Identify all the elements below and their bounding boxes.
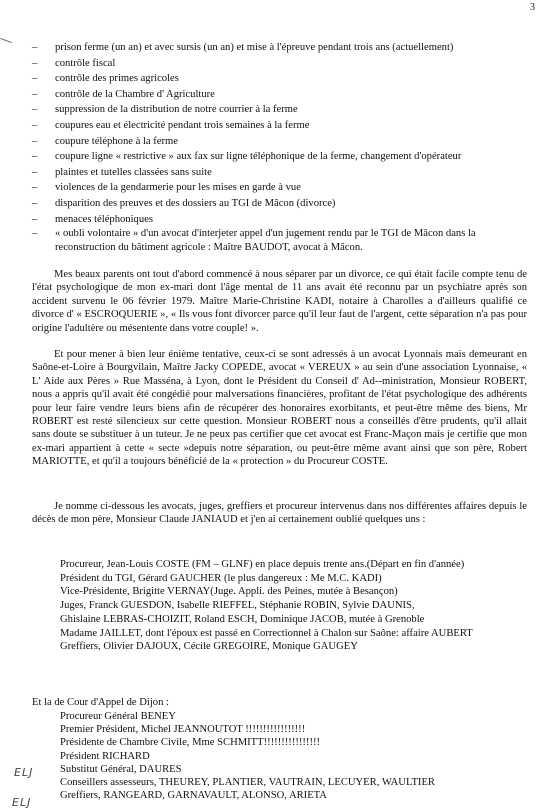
dijon-heading: Et la de Cour d'Appel de Dijon : xyxy=(32,697,169,708)
handwritten-initials: ELJ xyxy=(14,766,34,779)
grievance-list xyxy=(32,40,532,255)
list-item: – menaces téléphoniques xyxy=(32,213,153,225)
list-item: Greffiers, RANGEARD, GARNAVAULT, ALONSO, ARIETA xyxy=(60,790,327,802)
list-item: Greffiers, Olivier DAJOUX, Cécile GREGOIRE, Monique GAUGEY xyxy=(60,641,358,653)
list-item: Ghislaine LEBRAS-CHOIZIT, Roland ESCH, Dominique JACOB, mutée à Grenoble xyxy=(60,613,425,625)
list-item: Conseillers assesseurs, THEUREY, PLANTIER, VAUTRAIN, LECUYER, WAULTIER xyxy=(60,777,435,789)
list-item: – coupure téléphone à la ferme xyxy=(32,135,178,147)
list-item: Procureur, Jean-Louis COSTE (FM – GLNF) en place depuis trente ans.(Départ en fin d'année) xyxy=(60,559,465,570)
list-item: Premier Président, Michel JEANNOUTOT !!!!!!!!!!!!!!!!! xyxy=(60,724,306,736)
list-item: – « oubli volontaire » d'un avocat d'interjeter appel d'un jugement rendu par le TGI de Mâcon dans la reconstruction du bâtiment agricole : Maître BAUDOT, avocat à Mâcon. xyxy=(32,228,476,254)
list-item: Président RICHARD xyxy=(60,750,150,762)
list-item: Présidente de Chambre Civile, Mme SCHMITT!!!!!!!!!!!!!!!! xyxy=(60,737,321,749)
list-item: Madame JAILLET, dont l'époux est passé en Correctionnel à Chalon sur Saône: affaire AUBERT xyxy=(60,627,473,639)
list-item: – contrôle de la Chambre d' Agriculture xyxy=(32,88,215,100)
list-item: Procureur Général BENEY xyxy=(60,711,176,722)
page-number: 3 xyxy=(530,2,535,13)
list-item: – prison ferme (un an) et avec sursis (un an) et mise à l'épreuve pendant trois ans (actuellement) xyxy=(32,42,454,53)
list-item: – coupures eau et électricité pendant trois semaines à la ferme xyxy=(32,119,310,131)
handwritten-initials: ELJ xyxy=(12,796,32,809)
list-item: – violences de la gendarmerie pour les mises en garde à vue xyxy=(32,182,301,194)
paragraph-divorce: Mes beaux parents ont tout d'abord commencé à nous séparer par un divorce, ce qui était facile compte tenu de l'état psychologique de mon ex-mari dont l'âge mental de 11 ans avait été reconnu par un psychiatre après son accident survenu le 06 février 1979. Maître Marie-Christine KADI, notaire à Charolles a d'ailleurs qualifié ce divorce d' « ESCROQUERIE », « Ils vous font divorcer parce qu'il leur faut de l'argent, cette séparation n'a pas pour origine l'adultère ou mésentente dans votre couple! ». xyxy=(32,269,527,334)
list-item: – plaintes et tutelles classées sans suite xyxy=(32,166,212,178)
names-list xyxy=(60,558,535,654)
list-item: – disparition des preuves et des dossiers au TGI de Mâcon (divorce) xyxy=(32,197,336,209)
list-item: Juges, Franck GUESDON, Isabelle RIEFFEL, Stéphanie ROBIN, Sylvie DAUNIS, xyxy=(60,600,415,612)
list-item: – contrôle des primes agricoles xyxy=(32,73,179,85)
paragraph-lawyer: Et pour mener à bien leur énième tentative, ceux-ci se sont adressés à un avocat Lyonnais mais demeurant en Saône-et-Loire à Bourgvilain, Maître Jacky COPEDE, avocat « VEREUX » au sein d'une association Lyonnaise, « L' Aide aux Pères » Rue Masséna, à Lyon, dont le Président du Conseil d' Ad--ministration, Monsieur ROBERT, nous a appris qu'il avait été congédié pour malversations financières, profitant de l'état psychologique des adhérents pour leur faire vendre leurs biens afin de récupérer des honoraires exorbitants, et peut-être même des biens, Mr ROBERT est resté silencieux sur cette question. Monsieur ROBERT nous a conseillés d'être prudents, qu'il allait sans doute se substituer à un tuteur. Je ne peux pas certifier que cet avocat est Franc-Maçon mais je certifie que mon ex-mari appartient à cette « secte »depuis notre séparation, ou peut-être même avant ainsi que son père, Robert MARIOTTE, et qu'il a toujours bénéficié de la « protection » du Procureur COSTE. xyxy=(32,349,527,468)
list-item: – suppression de la distribution de notre courrier à la ferme xyxy=(32,104,298,116)
list-item: Substitut Général, DAURES xyxy=(60,763,182,775)
paragraph-names-intro: Je nomme ci-dessous les avocats, juges, greffiers et procureur intervenus dans nos différentes affaires depuis le décès de mon père, Monsieur Claude JANIAUD et j'en ai certainement oublié quelques uns : xyxy=(32,501,527,526)
list-item: – coupure ligne « restrictive » aux fax sur ligne téléphonique de la ferme, changement d'opérateur xyxy=(32,151,462,163)
list-item: Président du TGI, Gérard GAUCHER (le plus dangereux : Me M.C. KADI) xyxy=(60,572,382,584)
list-item: Vice-Présidente, Brigitte VERNAY(Juge. Appli. des Peines, mutée à Besançon) xyxy=(60,586,398,598)
scan-mark xyxy=(0,38,12,43)
list-item: – contrôle fiscal xyxy=(32,57,116,69)
dijon-names-list xyxy=(60,710,435,802)
